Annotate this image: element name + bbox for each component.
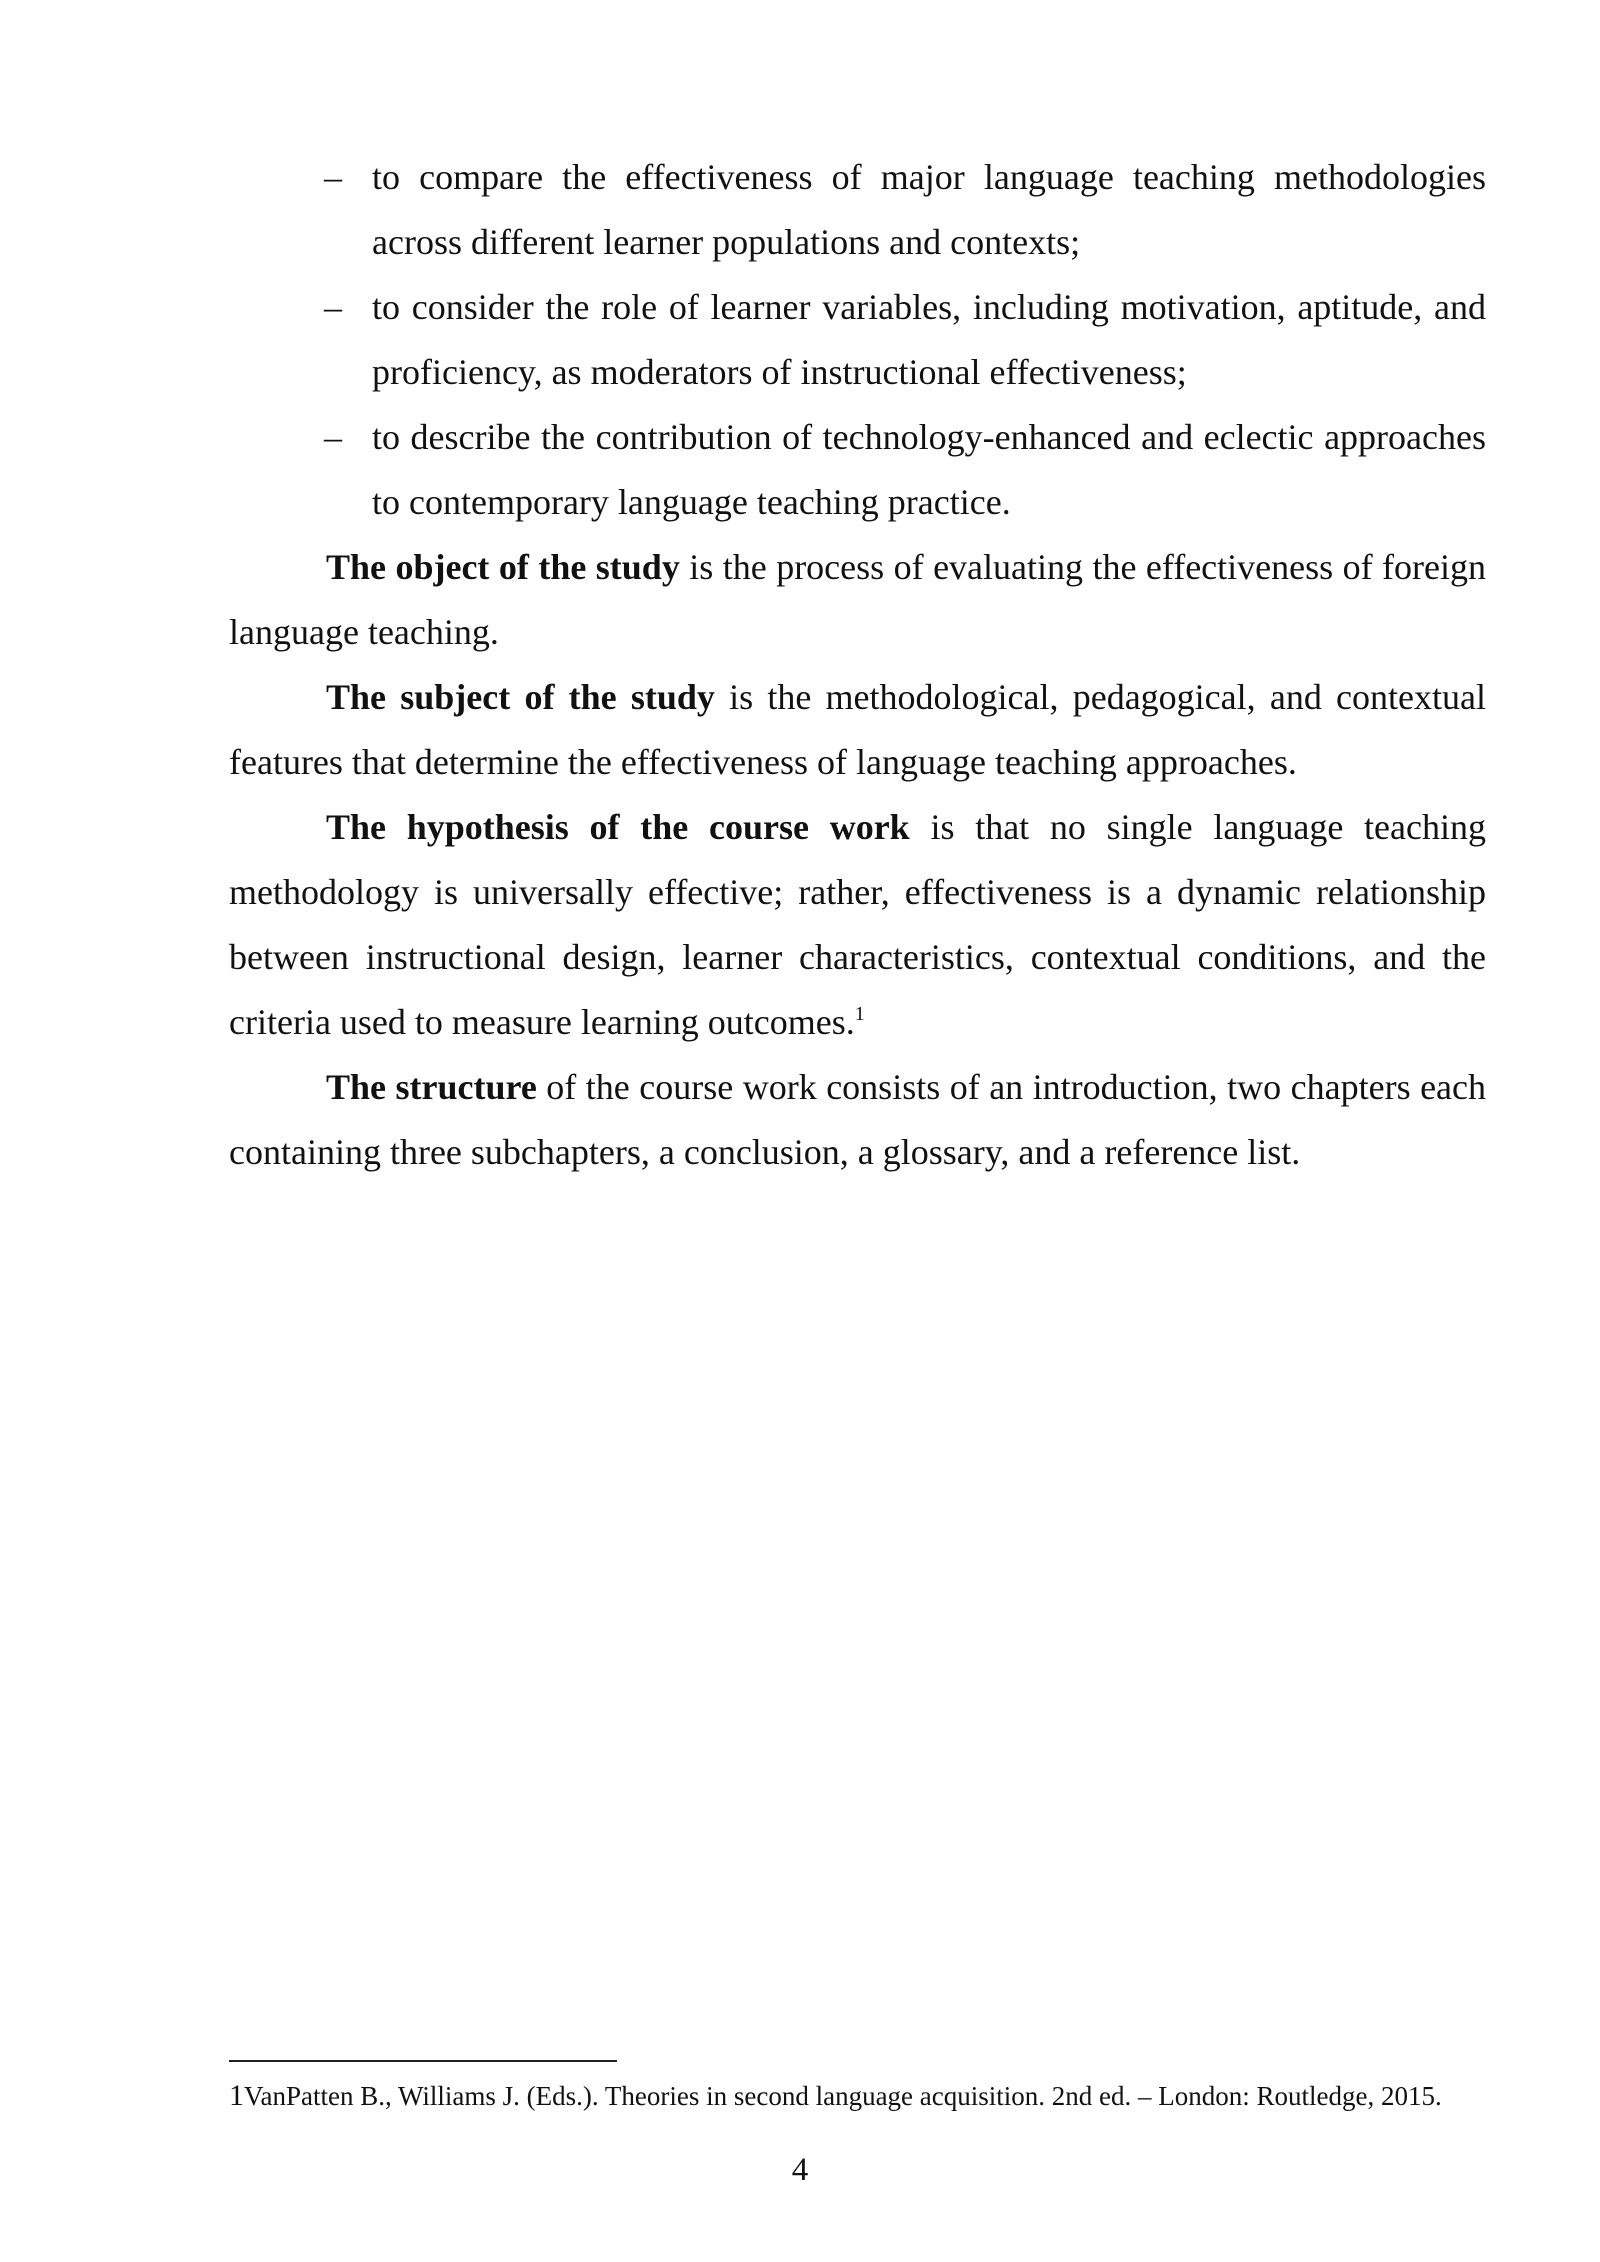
footnote-number: 1 bbox=[229, 2079, 244, 2112]
paragraph-heading: The hypothesis of the course work bbox=[326, 807, 910, 847]
paragraph-structure bbox=[229, 1055, 1486, 1185]
list-item-text: to compare the effectiveness of major language teaching methodologies across different learner populations and contexts; bbox=[372, 157, 1486, 262]
paragraph-object bbox=[229, 535, 1486, 665]
bullet-dash: – bbox=[324, 287, 342, 327]
list-item-text: to describe the contribution of technology-enhanced and eclectic approaches to contemporary language teaching practice. bbox=[372, 417, 1486, 522]
footnote-text: VanPatten B., Williams J. (Eds.). Theories in second language acquisition. 2nd ed. – London: Routledge, 2015. bbox=[244, 2081, 1442, 2111]
paragraph-hypothesis bbox=[229, 795, 1486, 1055]
page-number: 4 bbox=[791, 2152, 809, 2188]
list-item bbox=[324, 275, 1486, 405]
paragraph-subject bbox=[229, 665, 1486, 795]
paragraph-text: is the methodological, pedagogical, and contextual features that determine the effectiveness of language teaching approaches. bbox=[229, 677, 1487, 782]
paragraph-heading: The subject of the study bbox=[326, 677, 715, 717]
paragraph-text: is the process of evaluating the effectiveness of foreign language teaching. bbox=[229, 547, 1487, 652]
body-text bbox=[229, 145, 1486, 1185]
paragraph-heading: The structure bbox=[326, 1067, 537, 1107]
paragraph-text: is that no single language teaching methodology is universally effective; rather, effectiveness is a dynamic relationship between instructional design, learner characteristics, contextual conditions, and the criteria used to measure learning outcomes. bbox=[229, 807, 1486, 1042]
list-item bbox=[324, 145, 1486, 275]
paragraph-text: of the course work consists of an introduction, two chapters each containing three subchapters, a conclusion, a glossary, and a reference list. bbox=[229, 1067, 1487, 1172]
list-item bbox=[324, 405, 1486, 535]
footnote-reference[interactable]: 1 bbox=[854, 1003, 865, 1025]
paragraph-heading: The object of the study bbox=[326, 547, 680, 587]
bullet-dash: – bbox=[324, 157, 342, 197]
list-item-text: to consider the role of learner variables, including motivation, aptitude, and proficiency, as moderators of instructional effectiveness; bbox=[372, 287, 1486, 392]
footnote-separator bbox=[229, 2060, 617, 2062]
bullet-dash: – bbox=[324, 417, 342, 457]
footnote bbox=[229, 2078, 1529, 2114]
